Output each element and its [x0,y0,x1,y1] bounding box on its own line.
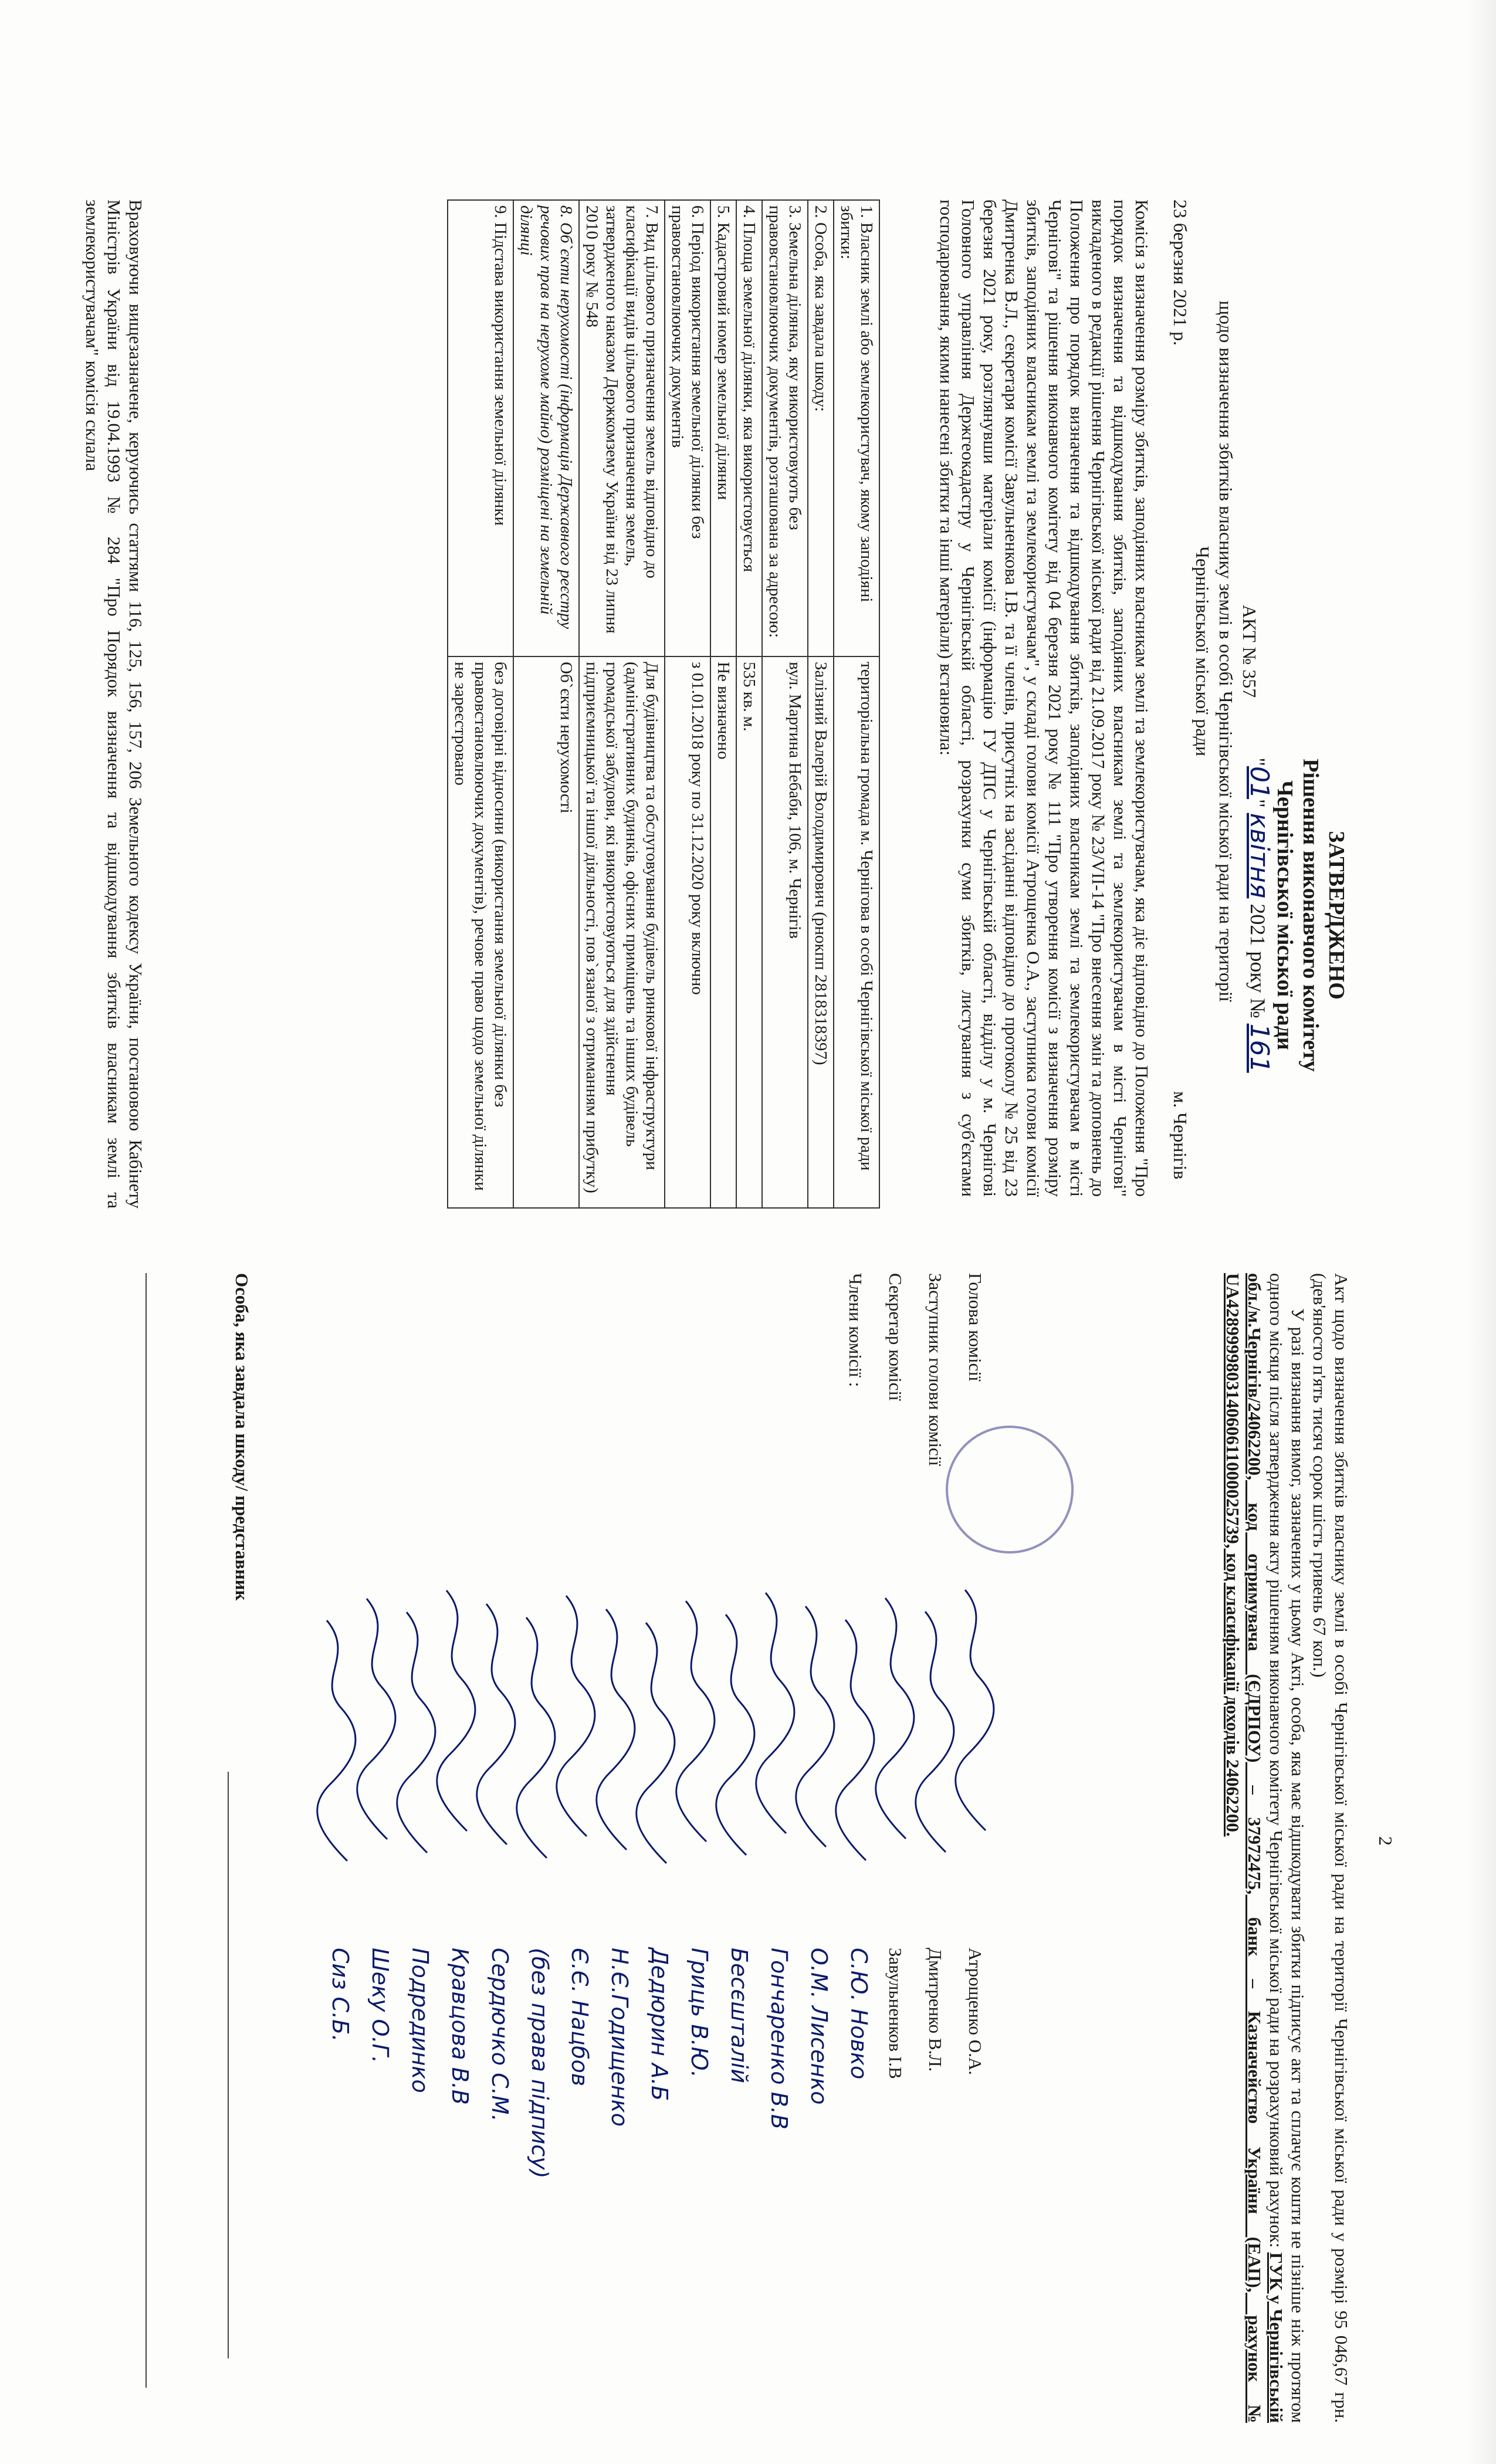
act-subtitle-2: Чернігівської міської ради [1192,546,1213,756]
table-row [834,200,879,1208]
signature-handwritten-name: Сердючко С.М. [487,1948,513,2122]
table-cell-value: Для будівництва та обслуговування будівель ринкової інфраструктури (адміністративних будинків, офісних приміщень та інших будівель громадської забудови, які використовуються для здійснення підприємницької та іншої діяльності, пов`язаної з отриманням прибутку) [579,656,665,1208]
blank-line-1 [145,1273,147,2388]
signatory-role: Члени комісії : [845,1273,866,1387]
table-cell-value: без договірні відносини (використання земельної ділянки без правовстановлюючих документів), речове право щодо земельної ділянки не зареєстровано [448,656,513,1208]
table-cell-label: 3. Земельна ділянка, яку використовують без правовстановлюючих документів, розташована за адресою: [762,200,808,656]
signature-handwritten-name: Кравцова В.В [447,1948,473,2105]
handwritten-signature [831,1578,878,1907]
signatory-role: Заступник голови комісії [925,1273,946,1466]
table-cell-label: 6. Період використання земельної ділянки без правовстановлюючих документів [665,200,710,656]
representative-line [228,1772,229,2358]
act-title: АКТ № 357 [1239,604,1260,698]
handwritten-signature [791,1578,838,1907]
table-row [710,200,736,1208]
approval-line3: Чернігівської міської ради [1272,780,1297,1050]
act-intro: Комісія з визначення розміру збитків, заподіяних власникам землі та землекористувачам, яка діє відповідно до Положення "Про порядок визначення та відшкодування збитків, заподіяних власникам землі та землекористувачам в місті Чернігові" викладеного в редакції рішення Чернігівської міської ради від 21.09.2017 року № 23/VII-14 "Про внесення змін та доповнень до Положення про порядок визначення та відшкодування збитків, заподіяних власникам землі та землекористувачам в місті Чернігові" та рішення виконавчого комітету від 04 березня 2021 року № 111 "Про утворення комісії з визначення розміру збитків, заподіяних власникам землі та землекористувачам", у складі голови комісії Атрощенка О.А., заступника голови комісії Дмитренка В.Л., секретаря комісії Завульненкова І.В. та її членів, присутніх на засіданні відповідно до протоколу № 25 від 23 березня 2021 року, розглянувши матеріали комісії (інформацію ГУ ДПС у Чернігівській області, відділу у м. Чернігові Головного управління Держгеокадастру у Чернігівській області, розрахунки суми збитків, листування з суб'єктами господарювання, якими нанесені збитки та інші матеріали) встановила: [936,199,1152,1197]
signature-handwritten-name: Шеку О.Г. [367,1948,393,2063]
page2-para1: Акт щодо визначення збитків власнику землі в особі Чернігівської міської ради на території Чернігівської міської ради у розмірі 95 046,67 грн. (дев'яносто п'ять тисяч сорок шість гривень 67 коп.) [1309,1273,1352,2423]
approval-month: квітня [1244,813,1274,899]
handwritten-signature [551,1578,598,1907]
act-date: 23 березня 2021 р. [1170,199,1191,346]
signature-row [306,1273,353,2388]
table-row [513,200,579,1208]
signature-handwritten-name: Гончаренко В.В [766,1948,792,2130]
payment-details: ГУК у Чернігівській обл./м.Чернігів/24062200, код отримувача (ЄДРПОУ) – 37972475, банк – Казначейство України (ЕАП), рахунок № UA428999980314060611000025739, код класифікації доходів 24062200. [1223,1273,1287,2423]
signature-handwritten-name: Гриць В.Ю. [686,1948,712,2078]
table-cell-value: вул. Мартина Небаби, 106, м. Чернігів [762,656,808,1208]
handwritten-signature [591,1578,638,1907]
after-table-text: Враховуючи вищезазначене, керуючись статтями 116, 125, 156, 157, 206 Земельного кодексу України, постановою Кабінету Міністрів України від 19.04.1993 № 284 "Про Порядок визначення та відшкодування збитків власникам землі та землекористувачам" комісія склала [82,199,146,1209]
signature-handwritten-name: Подрединко [407,1948,433,2093]
table-cell-value: 535 кв. м. [736,656,762,1208]
table-cell-label: 9. Підстава використання земельної ділянки [448,200,513,656]
table-cell-label: 7. Вид цільового призначення земель відповідно до класифікації видів цільового призначення земель, затвердженого наказом Держкомзему України від 23 липня 2010 року № 548 [579,200,665,656]
page2-text [1222,1273,1352,2423]
table-cell-value: Залізний Валерій Володимирович (рнокпп 2818318397) [808,656,834,1208]
table-cell-value: з 01.01.2018 року по 31.12.2020 року включно [665,656,710,1208]
table-cell-label: 1. Власник землі або землекористувач, якому заподіяні збитки: [834,200,879,656]
signature-handwritten-name: С.Ю. Новко [846,1948,872,2080]
handwritten-signature [392,1578,439,1907]
page-1 [0,35,1496,1209]
table-cell-value: Об`єкти нерухомості [513,656,579,1208]
table-row [665,200,710,1208]
approval-number: 161 [1244,1023,1274,1073]
approval-day: 01 [1244,766,1274,800]
signature-handwritten-name: Сиз С.Б. [327,1948,353,2042]
handwritten-signature [671,1578,718,1907]
table-cell-label: 2. Особа, яка завдала шкоду: [808,200,834,656]
page2-para2: У разі визнання вимог, зазначених у цьому Акті, особа, яка має відшкодувати збитки підписує акт та сплачує кошти не пізніше ніж протягом одного місяця після затвердження акту рішенням виконавчого комітету Чернігівської міської ради на розрахунковий рахунок: ГУК у Чернігівській обл./м.Чернігів/24062200, код отримувача (ЄДРПОУ) – 37972475, банк – Казначейство України (ЕАП), рахунок № UA428999980314060611000025739, код класифікації доходів 24062200. [1223,1273,1308,2423]
signatory-role: Секретар комісії [885,1273,906,1401]
handwritten-signature [432,1578,479,1907]
table-cell-value: територіальна громада м. Чернігова в особі Чернігівської міської ради [834,656,879,1208]
table-row [736,200,762,1208]
handwritten-signature [751,1578,798,1907]
table-cell-label: 4. Площа земельної ділянки, яка використовується [736,200,762,656]
handwritten-signature [312,1578,359,1907]
act-table [447,199,880,1209]
approval-line2: Рішення виконавчого комітету [1298,759,1323,1072]
act-header [1191,211,1261,1091]
page-2 [0,1273,1496,2423]
signature-handwritten-name: (без права підпису) [527,1948,553,2179]
signature-handwritten-name: Н.Є.Годищенко [607,1948,632,2127]
signatory-name: Дмитренко В.Л. [925,1948,946,2072]
handwritten-signature [512,1578,559,1907]
handwritten-signature [472,1578,519,1907]
signature-handwritten-name: Бесєшталій [726,1948,752,2083]
approval-date: "01" квітня 2021 року № 161 [1244,757,1274,1073]
table-row [762,200,808,1208]
table-cell-label: 5. Кадастровий номер земельної ділянки [710,200,736,656]
table-row [448,200,513,1208]
page-number: 2 [1375,1836,1396,1846]
table-cell-label: 8. Об`єкти нерухомості (інформація Державного реєстру речових прав на нерухоме майно) розміщені на земельній ділянці [513,200,579,656]
table-cell-value: Не визначено [710,656,736,1208]
act-subtitle: щодо визначення збитків власнику землі в особі Чернігівської міської ради на території [1216,300,1237,1002]
signature-handwritten-name: Дедюрин А.Б [647,1948,672,2101]
handwritten-signature [352,1578,399,1907]
act-city: м. Чернігів [1170,1091,1191,1180]
handwritten-signature [711,1578,758,1907]
handwritten-signature [950,1578,997,1907]
table-row [808,200,834,1208]
representative-label: Особа, яка завдала шкоду/ представник [232,1273,252,1601]
handwritten-signature [871,1578,918,1907]
signatory-name: Атрощенко О.А. [965,1948,986,2075]
approval-title: ЗАТВЕРДЖЕНО [1324,831,1349,1000]
signature-handwritten-name: О.М. Лисенко [806,1948,832,2105]
handwritten-signature [911,1578,957,1907]
table-row [579,200,665,1208]
signature-handwritten-name: Є.Є. Нацбов [567,1948,593,2087]
handwritten-signature [631,1578,678,1907]
signatory-name: Завульненков І.В [885,1948,906,2079]
signatory-role: Голова комісії [965,1273,986,1382]
